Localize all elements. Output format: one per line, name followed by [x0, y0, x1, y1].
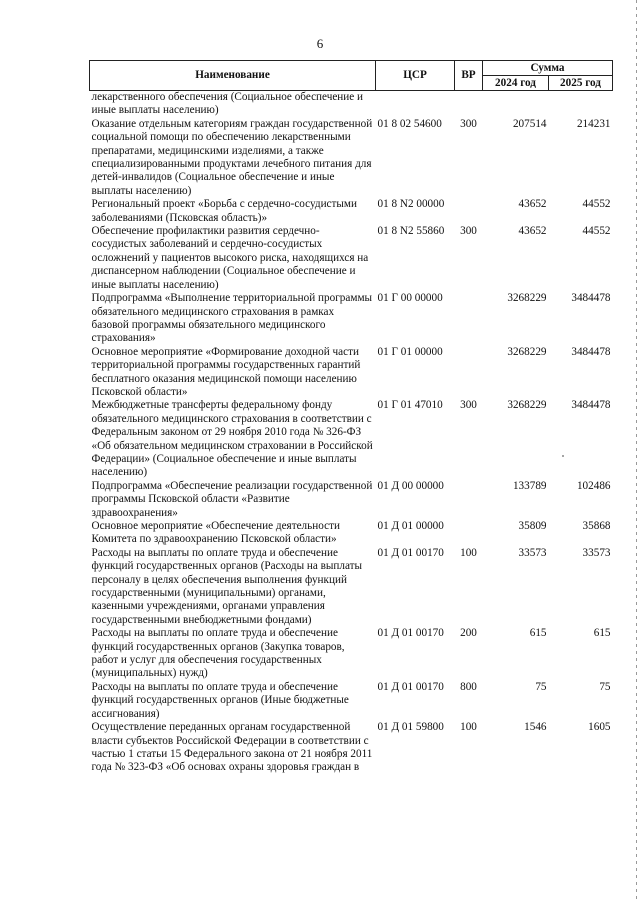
- row-csr: 01 Г 01 47010: [377, 399, 443, 412]
- row-name: Обеспечение профилактики развития сердечно-сосудистых заболеваний и сердечно-сосудистых осложнений у пациентов высокого риска, находящихся на диспансерном наблюдении (Социальное обеспечение и иные выплаты населению): [91, 225, 369, 291]
- row-sum-2024: 207514: [512, 117, 547, 130]
- row-sum-2024: 1546: [524, 721, 547, 734]
- row-name: Основное мероприятие «Обеспечение деятельности Комитета по здравоохранению Псковской области»: [91, 520, 340, 546]
- row-csr: 01 Д 01 00000: [377, 520, 444, 532]
- row-sum-2024: 3268229: [507, 345, 547, 358]
- table-body: [90, 91, 613, 775]
- table-row: [90, 118, 613, 198]
- row-sum-2025: 35868: [582, 520, 611, 532]
- row-sum-2025: 1605: [588, 721, 611, 734]
- row-sum-2025: 214231: [576, 117, 611, 130]
- row-sum-2024: [483, 91, 549, 118]
- row-name: Оказание отдельным категориям граждан государственной социальной помощи по обеспечению лекарственными препаратами, медицинскими изделиями, а также специализированными продуктами лечебного питания для детей-инвалидов (Социальное обеспечение и иные выплаты населению): [91, 117, 373, 197]
- page-number: 6: [316, 36, 324, 51]
- budget-table: [89, 60, 613, 775]
- table-row: [90, 627, 613, 681]
- table-row: [90, 480, 613, 520]
- header-year-2025: 2025 год: [549, 76, 613, 91]
- row-csr: [376, 91, 455, 118]
- row-csr: 01 Д 01 00170: [377, 680, 444, 693]
- row-name: Расходы на выплаты по оплате труда и обеспечение функций государственных органов (Закупка товаров, работ и услуг для обеспечения государственных (муниципальных) нужд): [91, 627, 345, 680]
- table-row: [90, 225, 613, 292]
- scan-edge: [636, 0, 637, 899]
- row-vr: [455, 292, 483, 346]
- row-sum-2024: 43652: [518, 225, 547, 238]
- row-csr: 01 8 N2 55860: [377, 225, 445, 238]
- row-name: Межбюджетные трансферты федеральному фонду обязательного медицинского страхования в соответствии с Федеральным законом от 29 ноября 2010 года № 326-ФЗ «Об обязательном медицинском страховании в Российской Федерации» (Социальное обеспечение и иные выплаты населению): [91, 399, 373, 479]
- row-csr: 01 Д 01 59800: [377, 721, 444, 734]
- table-row: [90, 399, 613, 479]
- row-vr: 300: [460, 399, 477, 412]
- row-csr: 01 Д 00 00000: [377, 479, 444, 492]
- scan-speck: [562, 455, 564, 457]
- row-sum-2025: 75: [599, 680, 611, 693]
- row-sum-2024: 43652: [518, 198, 547, 211]
- header-sum: Сумма: [483, 61, 613, 76]
- row-sum-2024: 3268229: [507, 399, 547, 412]
- row-sum-2025: 615: [593, 627, 611, 640]
- row-sum-2025: 3484478: [571, 292, 611, 305]
- row-csr: 01 Д 01 00170: [377, 627, 444, 640]
- row-sum-2024: 33573: [518, 546, 547, 559]
- row-sum-2025: 44552: [582, 225, 611, 238]
- row-sum-2025: 3484478: [571, 345, 611, 358]
- row-sum-2024: 75: [535, 680, 547, 693]
- row-csr: 01 Г 01 00000: [377, 345, 443, 358]
- row-name: Подпрограмма «Выполнение территориальной программы обязательного медицинского страхования в рамках базовой программы обязательного медицинского страхования»: [91, 292, 373, 345]
- row-vr: [455, 346, 483, 400]
- table-row: [90, 547, 613, 627]
- row-vr: 800: [460, 680, 477, 693]
- row-sum-2024: 133789: [512, 479, 547, 492]
- row-vr: 300: [460, 225, 477, 238]
- header-year-2024: 2024 год: [483, 76, 549, 91]
- row-sum-2025: 33573: [582, 546, 611, 559]
- row-name: Подпрограмма «Обеспечение реализации государственной программы Псковской области «Развитие здравоохранения»: [91, 479, 373, 519]
- row-csr: 01 Г 00 00000: [377, 292, 443, 305]
- table-row: [90, 292, 613, 346]
- row-sum-2024: 615: [529, 627, 547, 640]
- row-vr: [455, 480, 483, 520]
- row-name: Расходы на выплаты по оплате труда и обеспечение функций государственных органов (Иные бюджетные ассигнования): [91, 680, 349, 720]
- row-vr: [455, 91, 483, 118]
- table-row: [90, 520, 613, 547]
- row-vr: [455, 520, 483, 547]
- row-csr: 01 8 N2 00000: [377, 198, 445, 211]
- row-sum-2025: 3484478: [571, 399, 611, 412]
- row-sum-2025: [549, 91, 613, 118]
- table-header: [90, 61, 613, 91]
- row-vr: 100: [460, 546, 477, 559]
- row-vr: 300: [460, 117, 477, 130]
- row-csr: 01 Д 01 00170: [377, 546, 444, 559]
- header-csr: ЦСР: [376, 61, 455, 91]
- row-vr: 200: [460, 627, 477, 640]
- header-name: Наименование: [90, 61, 376, 91]
- row-name: Основное мероприятие «Формирование доходной части территориальной программы государственных гарантий бесплатного оказания медицинской помощи населению Псковской области»: [91, 345, 361, 398]
- table-row: [90, 681, 613, 721]
- row-csr: 01 8 02 54600: [377, 117, 442, 130]
- row-sum-2024: 35809: [518, 520, 547, 532]
- row-vr: [455, 198, 483, 225]
- row-name: Осуществление переданных органам государственной власти субъектов Российской Федерации в соответствии с частью 1 статьи 15 Федерального закона от 21 ноября 2011 года № 323-ФЗ «Об основах охраны здоровья граждан в: [91, 721, 373, 774]
- row-sum-2025: 44552: [582, 198, 611, 211]
- header-vr: ВР: [455, 61, 483, 91]
- row-vr: 100: [460, 721, 477, 734]
- table-row: [90, 346, 613, 400]
- table-row: [90, 198, 613, 225]
- row-name: Региональный проект «Борьба с сердечно-сосудистыми заболеваниями (Псковская область)»: [91, 198, 357, 224]
- table-row: [90, 91, 613, 118]
- row-sum-2024: 3268229: [507, 292, 547, 305]
- row-name: лекарственного обеспечения (Социальное обеспечение и иные выплаты населению): [91, 91, 364, 117]
- row-sum-2025: 102486: [576, 479, 611, 492]
- table-row: [90, 721, 613, 775]
- row-name: Расходы на выплаты по оплате труда и обеспечение функций государственных органов (Расходы на выплаты персоналу в целях обеспечения выполнения функций государственными (муниципальными) органами, казенными учреждениями, органами управления государственными внебюджетными фондами): [91, 546, 363, 626]
